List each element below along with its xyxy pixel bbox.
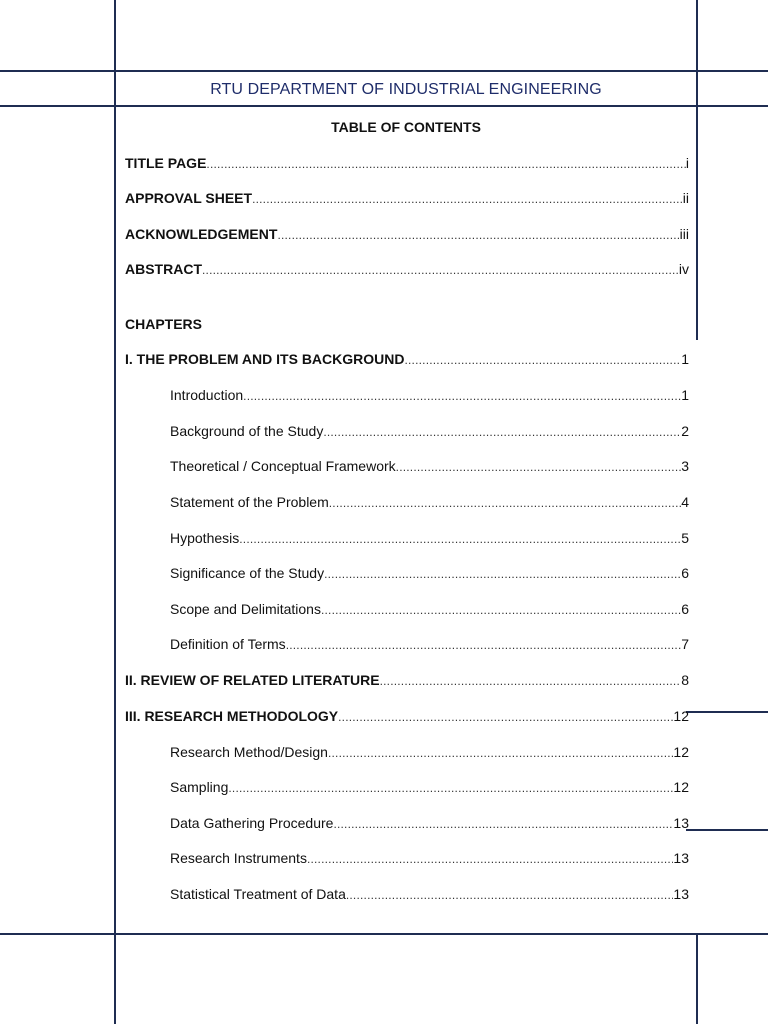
dot-leader — [328, 746, 673, 760]
toc-entry-label: Statement of the Problem — [170, 494, 329, 510]
dot-leader — [338, 710, 673, 724]
right-margin-line-bottom — [696, 934, 698, 1024]
dot-leader — [333, 817, 673, 831]
toc-entry-label: Introduction — [170, 387, 244, 403]
toc-entry — [170, 494, 689, 512]
toc-entry — [170, 423, 689, 441]
dot-leader — [321, 603, 681, 617]
side-tick-line-lower — [686, 829, 768, 831]
dot-leader — [329, 496, 681, 510]
toc-entry-page: 13 — [673, 850, 689, 866]
toc-entry-page: 6 — [681, 565, 689, 581]
toc-entry — [170, 886, 689, 904]
toc-entry-label: III. RESEARCH METHODOLOGY — [125, 708, 339, 724]
toc-entry — [170, 850, 689, 868]
toc-entry-label: Background of the Study — [170, 423, 324, 439]
dot-leader — [346, 888, 674, 902]
header-top-line — [0, 70, 768, 72]
dot-leader — [202, 263, 679, 277]
toc-entry-label: Data Gathering Procedure — [170, 815, 334, 831]
dot-leader — [239, 532, 681, 546]
toc-entry-page: i — [685, 155, 689, 171]
toc-entry-label: ACKNOWLEDGEMENT — [125, 226, 278, 242]
toc-entry-label: APPROVAL SHEET — [125, 190, 253, 206]
left-margin-line — [114, 0, 116, 1024]
toc-entry-acknowledgement — [125, 226, 689, 244]
toc-entry — [125, 708, 689, 726]
toc-entry-page: iii — [679, 226, 689, 242]
toc-entry-page: 12 — [673, 779, 689, 795]
toc-entry — [170, 530, 689, 548]
toc-entry-label: II. REVIEW OF RELATED LITERATURE — [125, 672, 380, 688]
toc-entry-page: 1 — [681, 351, 689, 367]
toc-entry — [170, 387, 689, 405]
toc-entry-label: Theoretical / Conceptual Framework — [170, 458, 396, 474]
dot-leader — [228, 781, 673, 795]
dot-leader — [404, 353, 681, 367]
footer-line — [0, 933, 768, 935]
toc-entry-label: Significance of the Study — [170, 565, 325, 581]
chapters-heading: CHAPTERS — [125, 316, 203, 332]
dot-leader — [277, 228, 679, 242]
dot-leader — [323, 425, 681, 439]
toc-entry-label: TITLE PAGE — [125, 155, 207, 171]
toc-entry-label: Statistical Treatment of Data — [170, 886, 346, 902]
toc-entry-page: 13 — [673, 815, 689, 831]
toc-entry-label: Hypothesis — [170, 530, 240, 546]
toc-entry-page: 4 — [681, 494, 689, 510]
dot-leader — [286, 638, 682, 652]
toc-entry-approval-sheet — [125, 190, 689, 208]
right-margin-line — [696, 0, 698, 340]
toc-entry-page: 3 — [681, 458, 689, 474]
toc-entry-page: 5 — [681, 530, 689, 546]
toc-entry-page: 12 — [673, 708, 689, 724]
toc-entry-label: Scope and Delimitations — [170, 601, 321, 617]
toc-entry-label: Research Instruments — [170, 850, 307, 866]
toc-entry-label: Research Method/Design — [170, 744, 328, 760]
toc-entry — [170, 779, 689, 797]
toc-entry-label: Definition of Terms — [170, 636, 286, 652]
dot-leader — [396, 460, 682, 474]
toc-entry — [170, 815, 689, 833]
toc-entry-label: ABSTRACT — [125, 261, 202, 277]
toc-entry — [170, 565, 689, 583]
dot-leader — [380, 674, 682, 688]
toc-entry-page: ii — [682, 190, 689, 206]
toc-title: TABLE OF CONTENTS — [331, 119, 481, 135]
toc-entry-page: 8 — [681, 672, 689, 688]
toc-entry — [170, 458, 689, 476]
toc-entry-page: 7 — [681, 636, 689, 652]
toc-entry-label: I. THE PROBLEM AND ITS BACKGROUND — [125, 351, 405, 367]
department-heading: RTU DEPARTMENT OF INDUSTRIAL ENGINEERING — [210, 81, 602, 98]
toc-entry-page: 12 — [673, 744, 689, 760]
toc-entry — [125, 672, 689, 690]
toc-entry-abstract — [125, 261, 689, 279]
toc-entry-page: 2 — [681, 423, 689, 439]
side-tick-line-upper — [686, 711, 768, 713]
toc-entry — [125, 351, 689, 369]
toc-entry — [170, 744, 689, 762]
toc-entry-label: Sampling — [170, 779, 229, 795]
dot-leader — [307, 852, 673, 866]
toc-entry-title-page — [125, 155, 689, 173]
toc-entry-page: iv — [678, 261, 689, 277]
dot-leader — [243, 389, 681, 403]
dot-leader — [324, 567, 681, 581]
dot-leader — [252, 192, 683, 206]
toc-entry-page: 13 — [673, 886, 689, 902]
dot-leader — [206, 157, 685, 171]
toc-entry — [170, 636, 689, 654]
toc-entry — [170, 601, 689, 619]
header-bottom-line — [0, 105, 768, 107]
toc-entry-page: 6 — [681, 601, 689, 617]
toc-entry-page: 1 — [681, 387, 689, 403]
